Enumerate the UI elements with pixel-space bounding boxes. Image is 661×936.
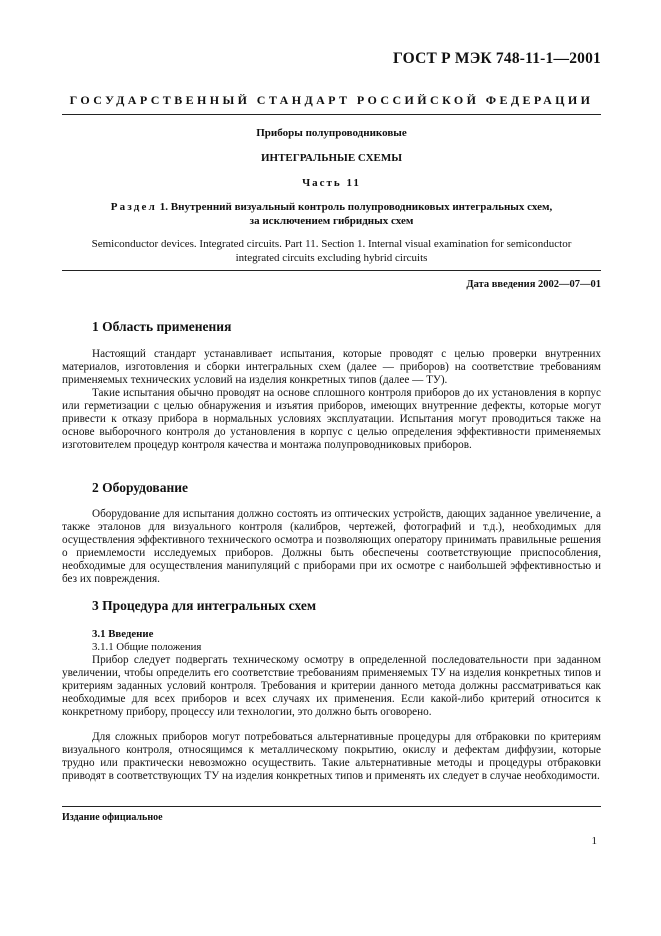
section-1-heading: 1 Область применения (92, 319, 232, 334)
section-2-paragraph-1: Оборудование для испытания должно состоять из оптических устройств, дающих заданное увеличение, а также эталонов для визуального контроля (калибров, чертежей, фотографий и т.д.), необходимых для осуществления эффективного технического осмотра и позволяющих оператору принимать правильные решения о приемлемости исследуемых приборов. Должны быть обеспечены соответствующие приспособления, необходимые для осуществления манипуляций с приборами при их осмотре с наибольшей эффективностью и без их повреждения. (62, 508, 601, 585)
subsection-3-1-1-heading: 3.1.1 Общие положения (92, 641, 202, 653)
state-standard-heading: ГОСУДАРСТВЕННЫЙ СТАНДАРТ РОССИЙСКОЙ ФЕДЕРАЦИИ (69, 93, 594, 107)
section-word: Раздел (110, 201, 158, 213)
title-part: Часть 11 (302, 177, 361, 189)
section-text: 1. Внутренний визуальный контроль полупроводниковых интегральных схем, (157, 201, 553, 213)
top-divider (62, 114, 601, 115)
introduction-date: Дата введения 2002—07—01 (466, 279, 601, 290)
official-edition-note: Издание официальное (62, 812, 163, 823)
english-title-line1: Semiconductor devices. Integrated circuits. Part 11. Section 1. Internal visual examination for semiconductor (91, 238, 572, 250)
title-main: ИНТЕГРАЛЬНЫЕ СХЕМЫ (260, 152, 403, 164)
section-3-heading: 3 Процедура для интегральных схем (92, 598, 317, 613)
document-number: ГОСТ Р МЭК 748-11-1—2001 (393, 50, 601, 67)
date-divider (62, 270, 601, 271)
title-section (62, 200, 601, 228)
subsection-3-1-heading: 3.1 Введение (92, 628, 154, 640)
section-1-paragraph-1: Настоящий стандарт устанавливает испытания, которые проводят с целью проверки внутренних материалов, изготовления и сборки интегральных схем (далее — приборов) на соответствие требованиям применяемых технических условий на изделия конкретных типов (далее — ТУ). (62, 348, 601, 386)
section-1-paragraph-2: Такие испытания обычно проводят на основе сплошного контроля приборов до их установления в корпус или герметизации с целью обнаружения и изъятия приборов, имеющих внутренние дефекты, которые могут привести к отказу прибора в нормальных условиях эксплуатации. Испытания могут проводиться также на основе выборочного контроля до установления в корпус с целью определения эффективности применяемых изготовителем процедур контроля качества и монтажа полупроводниковых приборов. (62, 387, 601, 451)
footer-divider (62, 806, 601, 807)
page-number: 1 (591, 835, 597, 847)
english-title-line2: integrated circuits excluding hybrid circuits (235, 252, 428, 264)
section-text-line2: за исключением гибридных схем (249, 215, 414, 227)
section-2-heading: 2 Оборудование (92, 480, 189, 495)
title-category: Приборы полупроводниковые (256, 127, 407, 139)
section-3-paragraph-1: Прибор следует подвергать техническому осмотру в определенной последовательности при заданном увеличении, чтобы определить его соответствие требованиям применяемых ТУ на изделия конкретных типов и критериям заданных условий контроля. Требования и критерии данного метода должны рассматриваться как необходимые для всех приборов и всех случаях их применения. Если какой-либо критерий относится к конкретному прибору, процессу или технологии, это должно быть оговорено. (62, 654, 601, 718)
section-3-paragraph-2: Для сложных приборов могут потребоваться альтернативные процедуры для отбраковки по критериям визуального контроля, относящимся к металлическому покрытию, окислу и дефектам диффузии, которые трудно или практически невозможно осуществить. Такие альтернативные методы и процедуры отбраковки приводят в соответствующих ТУ на изделия конкретных типов и применять их следует в случае необходимости. (62, 731, 601, 782)
english-title (62, 237, 601, 265)
